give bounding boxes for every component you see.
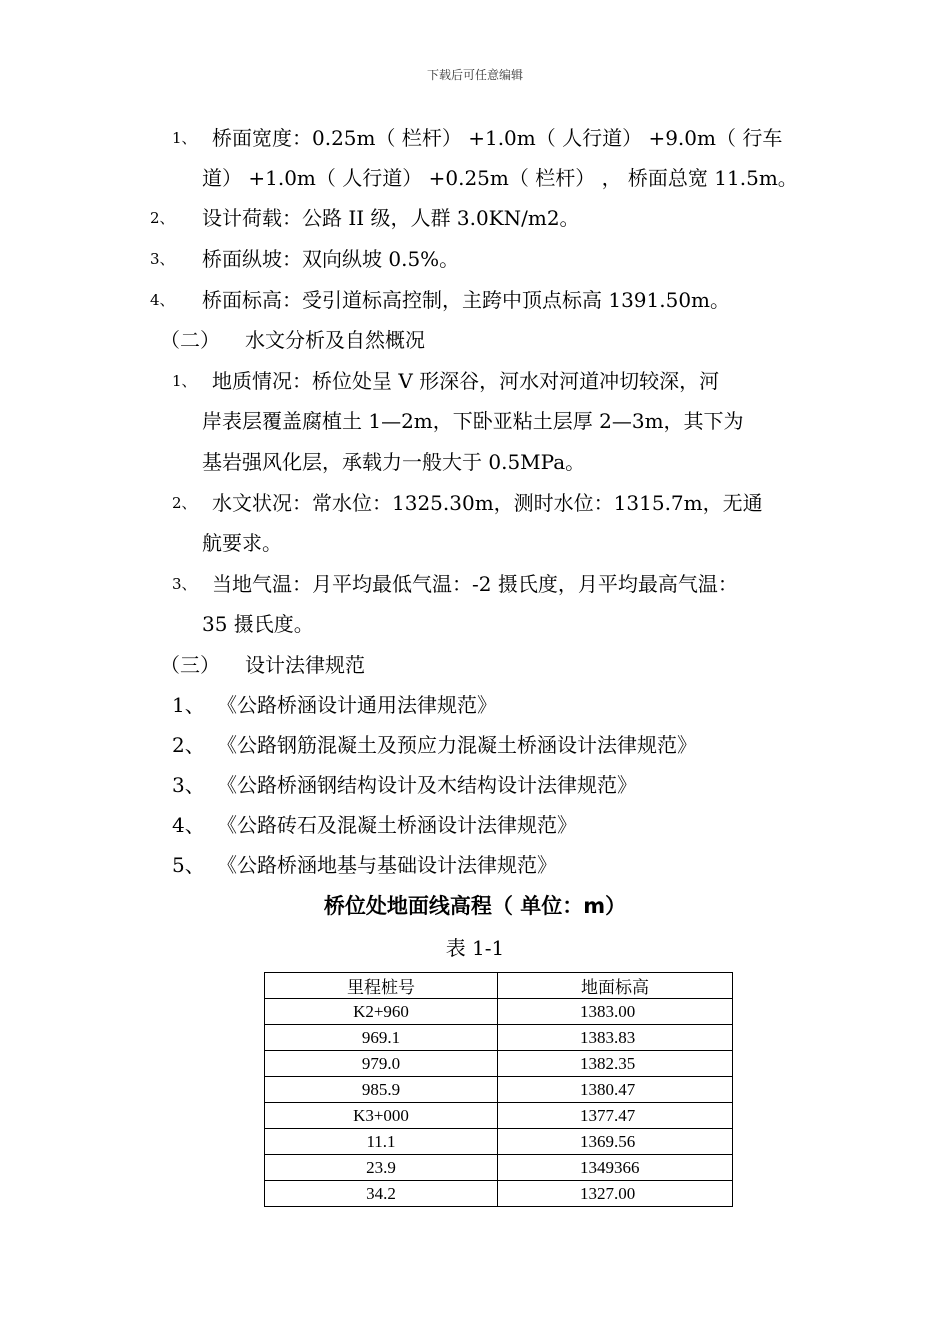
table-number: 表 1-1 — [445, 936, 505, 960]
table-row — [265, 999, 733, 1025]
table-cell: 1383.83 — [498, 1025, 733, 1051]
table-header-row — [265, 973, 733, 999]
item-text: 航要求。 — [202, 531, 282, 555]
table-cell: 969.1 — [265, 1025, 498, 1051]
table-cell: 1369.56 — [498, 1129, 733, 1155]
table-cell: 1383.00 — [498, 999, 733, 1025]
table-cell: 979.0 — [265, 1051, 498, 1077]
item-text: 地质情况：桥位处呈 V 形深谷，河水对河道冲切较深，河 — [212, 369, 720, 393]
item-text: 35 摄氏度。 — [202, 612, 314, 636]
item-text: 《公路桥涵钢结构设计及木结构设计法律规范》 — [217, 773, 637, 797]
section-number: （三） — [160, 653, 220, 677]
table-row — [265, 1103, 733, 1129]
column-header: 里程桩号 — [265, 973, 498, 999]
table-cell: 985.9 — [265, 1077, 498, 1103]
table-title: 桥位处地面线高程（ 单位：m） — [323, 894, 627, 918]
column-header: 地面标高 — [498, 973, 733, 999]
item-text: 当地气温：月平均最低气温：-2 摄氏度，月平均最高气温： — [212, 572, 738, 596]
item-text: 桥面宽度：0.25m（ 栏杆） +1.0m（ 人行道） +9.0m（ 行车 — [212, 126, 783, 150]
item-text: 《公路砖石及混凝土桥涵设计法律规范》 — [217, 813, 577, 837]
table-row — [265, 1051, 733, 1077]
item-number: 1、 — [172, 693, 205, 717]
item-number: 5、 — [172, 853, 205, 877]
item-number: 2、 — [150, 209, 175, 227]
table-cell: K2+960 — [265, 999, 498, 1025]
item-number: 3、 — [172, 575, 197, 593]
item-number: 4、 — [172, 813, 205, 837]
item-text: 设计荷载：公路 II 级，人群 3.0KN/m2。 — [202, 206, 580, 230]
section-title: 水文分析及自然概况 — [245, 328, 425, 352]
table-cell: 1327.00 — [498, 1181, 733, 1207]
item-number: 1、 — [172, 129, 197, 147]
elevation-table — [264, 972, 733, 1207]
item-text: 基岩强风化层，承载力一般大于 0.5MPa。 — [202, 450, 586, 474]
table-row — [265, 1181, 733, 1207]
item-text: 岸表层覆盖腐植土 1—2m，下卧亚粘土层厚 2—3m，其下为 — [202, 409, 744, 433]
table-cell: 1380.47 — [498, 1077, 733, 1103]
item-number: 2、 — [172, 733, 205, 757]
table-row — [265, 1155, 733, 1181]
table-row — [265, 1077, 733, 1103]
item-number: 3、 — [172, 773, 205, 797]
item-text: 道） +1.0m（ 人行道） +0.25m（ 栏杆） ， 桥面总宽 11.5m。 — [202, 166, 798, 190]
table-cell: 1377.47 — [498, 1103, 733, 1129]
page-header: 下载后可任意编辑 — [426, 68, 523, 82]
table-cell: 1382.35 — [498, 1051, 733, 1077]
item-text: 《公路桥涵设计通用法律规范》 — [217, 693, 497, 717]
item-text: 桥面标高：受引道标高控制，主跨中顶点标高 1391.50m。 — [202, 288, 731, 312]
table-cell: 11.1 — [265, 1129, 498, 1155]
table-cell: 1349366 — [498, 1155, 733, 1181]
item-number: 1、 — [172, 372, 197, 390]
table-row — [265, 1025, 733, 1051]
item-text: 桥面纵坡：双向纵坡 0.5%。 — [202, 247, 460, 271]
table-row — [265, 1129, 733, 1155]
table-cell: 23.9 — [265, 1155, 498, 1181]
item-number: 4、 — [150, 291, 175, 309]
item-text: 水文状况：常水位：1325.30m，测时水位：1315.7m，无通 — [212, 491, 763, 515]
item-text: 《公路钢筋混凝土及预应力混凝土桥涵设计法律规范》 — [217, 733, 697, 757]
section-title: 设计法律规范 — [245, 653, 365, 677]
section-number: （二） — [160, 328, 220, 352]
item-number: 2、 — [172, 494, 197, 512]
table-cell: K3+000 — [265, 1103, 498, 1129]
item-number: 3、 — [150, 250, 175, 268]
table-cell: 34.2 — [265, 1181, 498, 1207]
item-text: 《公路桥涵地基与基础设计法律规范》 — [217, 853, 557, 877]
